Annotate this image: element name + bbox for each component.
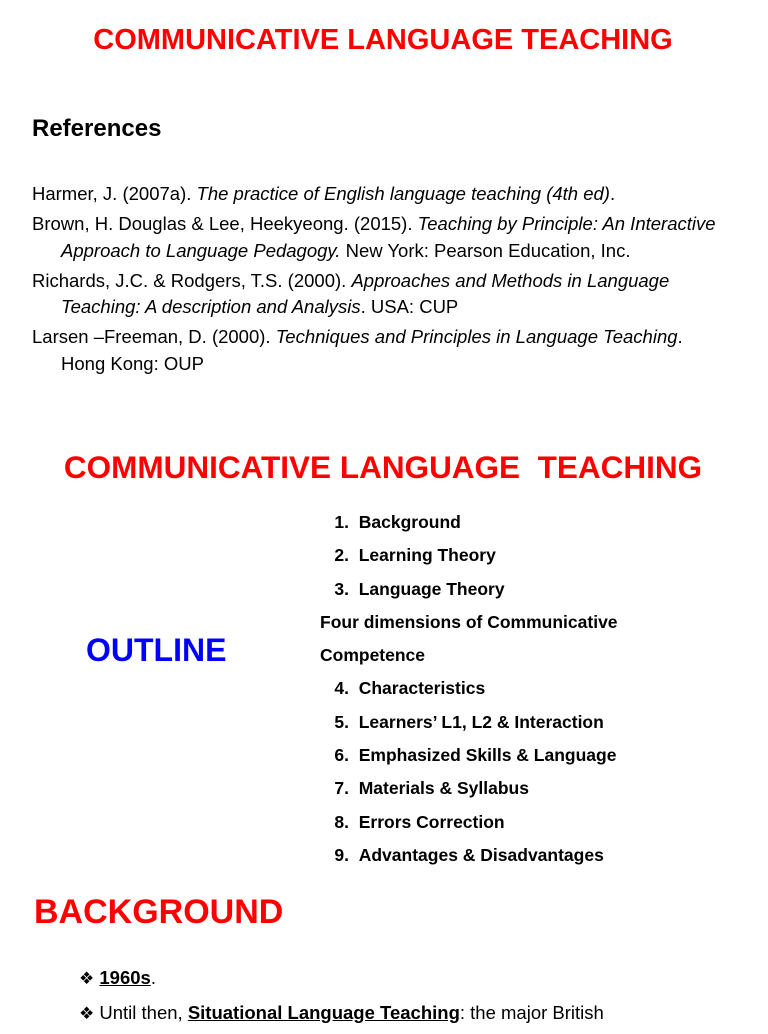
outline-item: 3. Language Theory [334, 578, 505, 599]
diamond-bullet-icon: ❖ [79, 969, 95, 988]
outline-item: 1. Background [334, 512, 461, 532]
outline-item: 5. Learners’ L1, L2 & Interaction [334, 711, 604, 732]
diamond-bullet-icon: ❖ [79, 1004, 95, 1023]
outline-item: 4. Characteristics [334, 678, 486, 699]
references-heading: References [32, 115, 162, 142]
bullet-item: ❖ Until then, Situational Language Teaching: the major British [79, 1002, 604, 1023]
page-title: COMMUNICATIVE LANGUAGE TEACHING [93, 24, 673, 56]
bullet-item: ❖ 1960s. [79, 967, 156, 988]
outline-item: 8. Errors Correction [334, 811, 505, 832]
outline-item: 9. Advantages & Disadvantages [334, 844, 604, 865]
reference-item: Harmer, J. (2007a). The practice of English language teaching (4th ed). [32, 183, 616, 204]
background-heading: BACKGROUND [34, 893, 284, 931]
outline-label: OUTLINE [86, 632, 227, 668]
outline-subitem: Four dimensions of Communicative [320, 611, 618, 632]
outline-item: 2. Learning Theory [334, 545, 496, 566]
outline-item: 7. Materials & Syllabus [334, 778, 529, 799]
references-list [32, 181, 722, 381]
outline-subitem: Competence [320, 645, 426, 666]
reference-item: Richards, J.C. & Rodgers, T.S. (2000). Approaches and Methods in Language Teaching: A description and Analysis. USA: CUP [32, 269, 670, 317]
reference-item: Larsen –Freeman, D. (2000). Techniques and Principles in Language Teaching. Hong Kong: OUP [32, 326, 683, 374]
reference-item: Brown, H. Douglas & Lee, Heekyeong. (2015). Teaching by Principle: An Interactive Approach to Language Pedagogy. New York: Pearson Education, Inc. [32, 213, 716, 261]
section-title: COMMUNICATIVE LANGUAGE TEACHING [63, 449, 703, 485]
outline-list [320, 508, 740, 874]
outline-item: 6. Emphasized Skills & Language [334, 745, 617, 766]
